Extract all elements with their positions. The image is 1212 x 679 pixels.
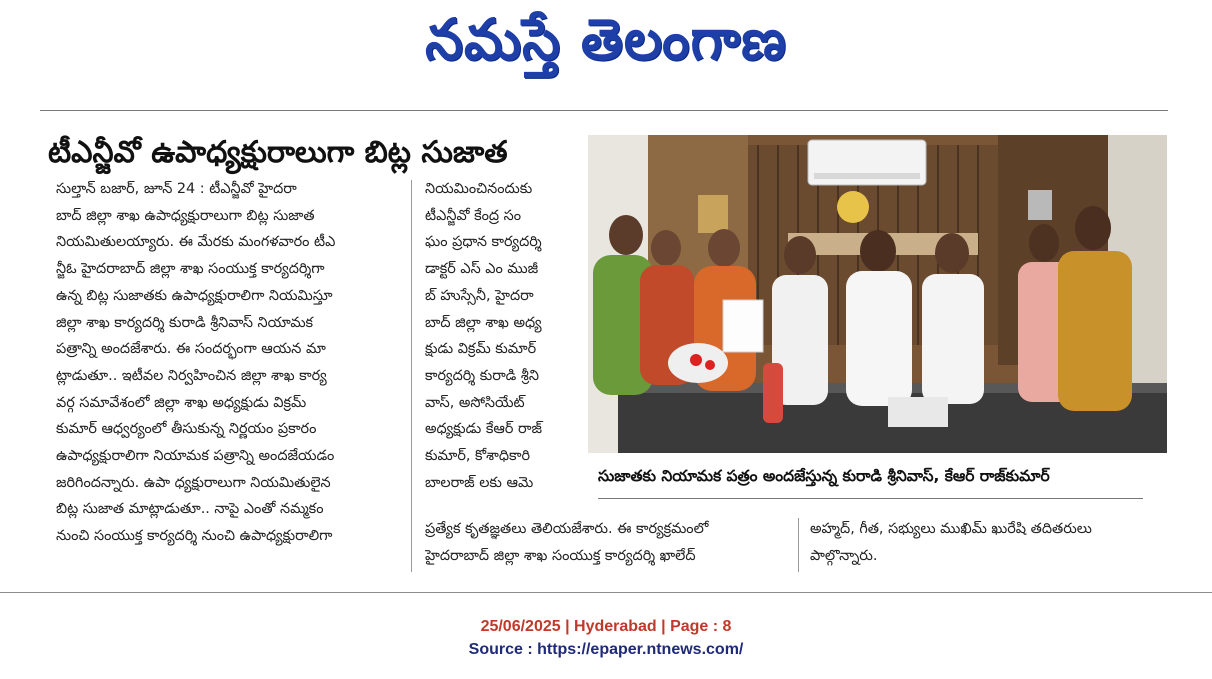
photo-caption: సుజాతకు నియామక పత్రం అందజేస్తున్న కురాడి శ్రీనివాస్, కేఆర్ రాజ్‌కుమార్	[598, 467, 1050, 485]
article-line: వర్గ సమావేశంలో జిల్లా శాఖ అధ్యక్షుడు విక్రమ్	[56, 394, 307, 411]
group-photo-illustration	[588, 135, 1167, 453]
edition-info: 25/06/2025 | Hyderabad | Page : 8	[480, 618, 732, 635]
article-line: అహ్మద్, గీత, సభ్యులు ముఖిమ్ ఖురేషి తదితరులు	[810, 521, 1092, 537]
article-line: పాల్గొన్నారు.	[810, 547, 878, 564]
article-line: బిట్ల సుజాత మాట్లాడుతూ.. నాపై ఎంతో నమ్మకం	[56, 501, 324, 518]
article-line: హైదరాబాద్ జిల్లా శాఖ సంయుక్త కార్యదర్శి ఖాలేద్	[425, 547, 696, 564]
column-divider	[411, 180, 412, 572]
article-column-2	[425, 176, 590, 496]
article-headline: టీఎన్జీవో ఉపాధ్యక్షురాలుగా బిట్ల సుజాత	[48, 135, 508, 170]
article-line: క్షుడు విక్రమ్ కుమార్	[425, 341, 537, 358]
article-column-1	[56, 176, 401, 550]
article-line: కుమార్ ఆధ్వర్యంలో తీసుకున్న నిర్ణయం ప్రకారం	[56, 421, 317, 438]
article-line: సుల్తాన్ బజార్, జూన్ 24 : టీఎన్జీవో హైదరా	[56, 181, 297, 197]
article-line: నియమించినందుకు	[425, 181, 533, 197]
article-line: బాద్ జిల్లా శాఖ అధ్య	[425, 314, 542, 331]
article-line: కుమార్, కోశాధికారి	[425, 448, 530, 465]
article-line: ప్రత్యేక కృతజ్ఞతలు తెలియజేశారు. ఈ కార్యక్రమంలో	[425, 521, 709, 537]
article-line: నుంచి సంయుక్త కార్యదర్శి నుంచి ఉపాధ్యక్షురాలిగా	[56, 528, 333, 545]
footer-divider	[0, 592, 1212, 593]
article-line: పత్రాన్ని అందజేశారు. ఈ సందర్భంగా ఆయన మా	[56, 341, 326, 358]
caption-divider	[598, 498, 1143, 499]
article-line: ఉపాధ్యక్షురాలిగా నియామక పత్రాన్ని అందజేయడం	[56, 448, 335, 465]
article-line: న్జీఓ హైదరాబాద్ జిల్లా శాఖ సంయుక్త కార్యదర్శిగా	[56, 261, 325, 278]
column-divider	[798, 518, 799, 572]
article-line: వాస్, అసోసియేట్	[425, 394, 525, 411]
article-line: ఉన్న బిట్ల సుజాతకు ఉపాధ్యక్షురాలిగా నియమిస్తూ	[56, 287, 333, 304]
article-line: ఘం ప్రధాన కార్యదర్శి	[425, 234, 542, 251]
article-column-2-bottom	[425, 516, 795, 569]
article-line: డాక్టర్ ఎస్ ఎం ముజీ	[425, 261, 539, 278]
article-line: బాలరాజ్ లకు ఆమె	[425, 474, 534, 491]
article-line: టీఎన్జీవో కేంద్ర సం	[425, 207, 522, 224]
masthead	[0, 0, 1212, 95]
source-link[interactable]: Source : https://epaper.ntnews.com/	[468, 641, 744, 658]
footer	[0, 615, 1212, 661]
newspaper-logo: నమస్తే తెలంగాణ	[425, 6, 787, 73]
article-line: బ్ హుస్సేనీ, హైదరా	[425, 287, 534, 304]
article-line: అధ్యక్షుడు కేఆర్ రాజ్	[425, 421, 542, 438]
top-divider	[40, 110, 1168, 111]
article-line: కార్యదర్శి కురాడి శ్రీని	[425, 367, 539, 384]
article-line: జరిగిందన్నారు. ఉపా ధ్యక్షురాలుగా నియమితులైన	[56, 474, 331, 491]
article-line: నియమితులయ్యారు. ఈ మేరకు మంగళవారం టీఎ	[56, 234, 336, 251]
article-column-3	[810, 516, 1180, 569]
article-line: బాద్ జిల్లా శాఖ ఉపాధ్యక్షురాలుగా బిట్ల సుజాత	[56, 207, 315, 224]
article-line: ట్లాడుతూ.. ఇటీవల నిర్వహించిన జిల్లా శాఖ కార్య	[56, 367, 327, 384]
article-line: జిల్లా శాఖ కార్యదర్శి కురాడి శ్రీనివాస్ నియామక	[56, 314, 314, 331]
article-photo	[588, 135, 1167, 453]
